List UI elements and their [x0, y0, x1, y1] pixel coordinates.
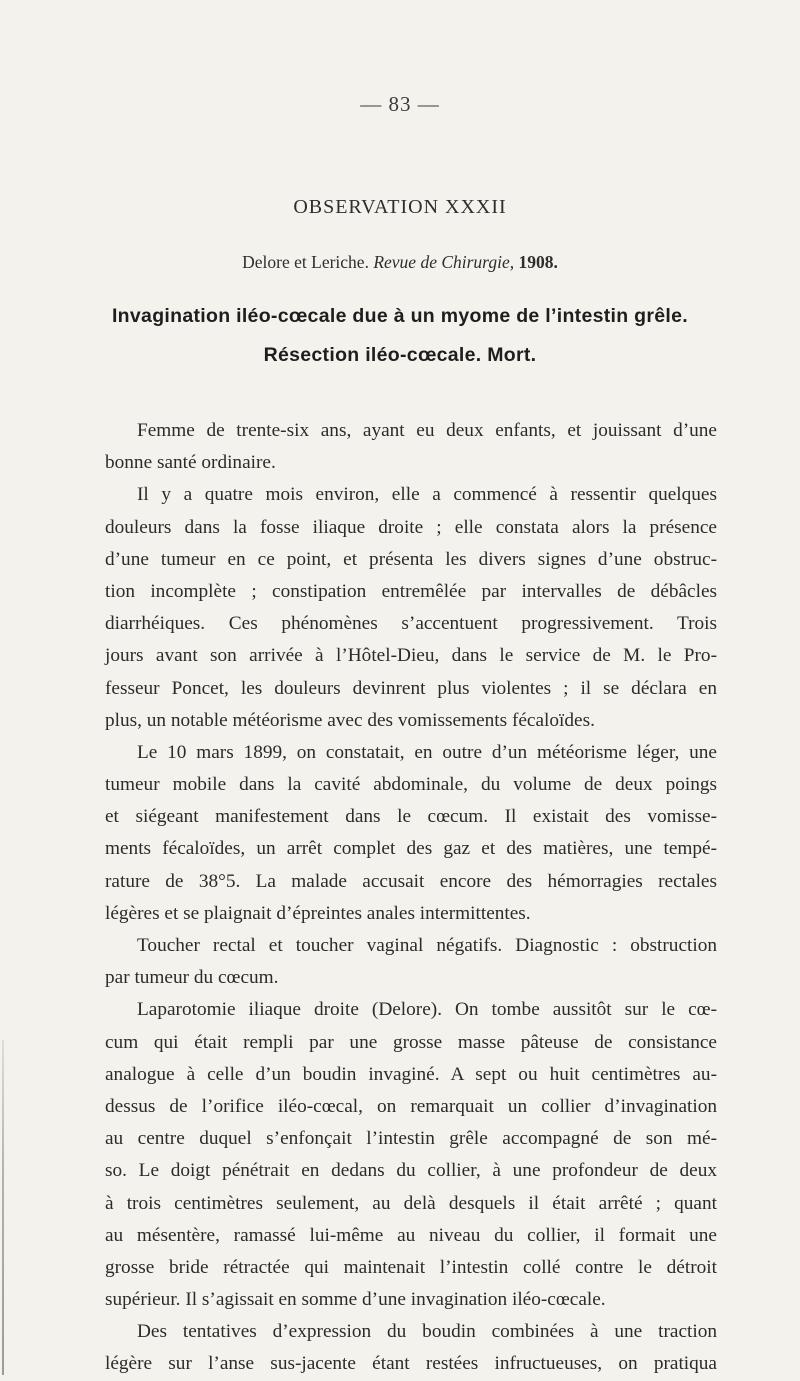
body-line: tion incomplète ; constipation entremêlée par intervalles de débâcles — [105, 580, 717, 602]
reference-journal: Revue de Chirurgie, — [373, 252, 515, 272]
case-body-text — [105, 415, 717, 1381]
body-line: rature de 38°5. La malade accusait encore des hémorragies rectales — [105, 870, 717, 892]
case-heading-line-1: Invagination iléo-cœcale due à un myome de l’intestin grêle. — [111, 305, 689, 327]
body-line: et siégeant manifestement dans le cœcum. Il existait des vomisse- — [105, 806, 717, 828]
body-line: plus, un notable météorisme avec des vomissements fécaloïdes. — [105, 709, 595, 731]
observation-title: OBSERVATION XXXII — [293, 196, 507, 218]
body-line: cum qui était rempli par une grosse masse pâteuse de consistance — [105, 1031, 717, 1053]
reference-line — [0, 252, 800, 273]
body-line: fesseur Poncet, les douleurs devinrent plus violentes ; il se déclara en — [105, 677, 717, 699]
reference-year: 1908. — [518, 252, 558, 272]
page-number: — 83 — — [360, 92, 440, 116]
body-line: Le 10 mars 1899, on constatait, en outre d’un météorisme léger, une — [137, 741, 717, 763]
body-line: Laparotomie iliaque droite (Delore). On tombe aussitôt sur le cœ- — [137, 999, 717, 1021]
body-line: Femme de trente-six ans, ayant eu deux enfants, et jouissant d’une — [137, 420, 717, 441]
body-line: jours avant son arrivée à l’Hôtel-Dieu, dans le service de M. le Pro- — [105, 645, 717, 667]
body-line: au mésentère, ramassé lui-même au niveau du collier, il formait une — [105, 1224, 717, 1246]
body-line: légères et se plaignait d’épreintes anales intermittentes. — [105, 902, 531, 924]
body-line: légère sur l’anse sus-jacente étant restées infructueuses, on pratiqua — [105, 1353, 717, 1375]
body-line: grosse bride rétractée qui maintenait l’intestin collé contre le détroit — [105, 1256, 717, 1278]
body-line: ments fécaloïdes, un arrêt complet des gaz et des matières, une tempé- — [105, 838, 717, 860]
body-line: au centre duquel s’enfonçait l’intestin grêle accompagné de son mé- — [105, 1128, 717, 1150]
body-line: Toucher rectal et toucher vaginal négatifs. Diagnostic : obstruction — [137, 935, 717, 956]
body-line: Des tentatives d’expression du boudin combinées à une traction — [137, 1321, 717, 1343]
body-line: bonne santé ordinaire. — [105, 452, 276, 474]
body-line: tumeur mobile dans la cavité abdominale, du volume de deux poings — [105, 774, 717, 796]
body-line: analogue à celle d’un boudin invaginé. A sept ou huit centimètres au- — [105, 1063, 717, 1085]
reference-authors: Delore et Leriche. — [242, 252, 369, 272]
body-line: d’une tumeur en ce point, et présenta les divers signes d’une obstruc- — [105, 548, 717, 570]
body-line: so. Le doigt pénétrait en dedans du collier, à une profondeur de deux — [105, 1160, 717, 1182]
body-line: supérieur. Il s’agissait en somme d’une invagination iléo-cœcale. — [105, 1289, 606, 1311]
body-line: dessus de l’orifice iléo-cœcal, on remarquait un collier d’invagination — [105, 1095, 717, 1117]
body-line: à trois centimètres seulement, au delà desquels il était arrêté ; quant — [105, 1192, 717, 1214]
body-line: diarrhéiques. Ces phénomènes s’accentuent progressivement. Trois — [105, 613, 717, 635]
body-line: douleurs dans la fosse iliaque droite ; elle constata alors la présence — [105, 516, 717, 538]
case-heading-line-2: Résection iléo-cœcale. Mort. — [263, 344, 537, 366]
body-line: par tumeur du cœcum. — [105, 967, 279, 989]
body-line: Il y a quatre mois environ, elle a commencé à ressentir quelques — [137, 484, 717, 506]
scan-edge-shadow — [2, 1040, 4, 1375]
